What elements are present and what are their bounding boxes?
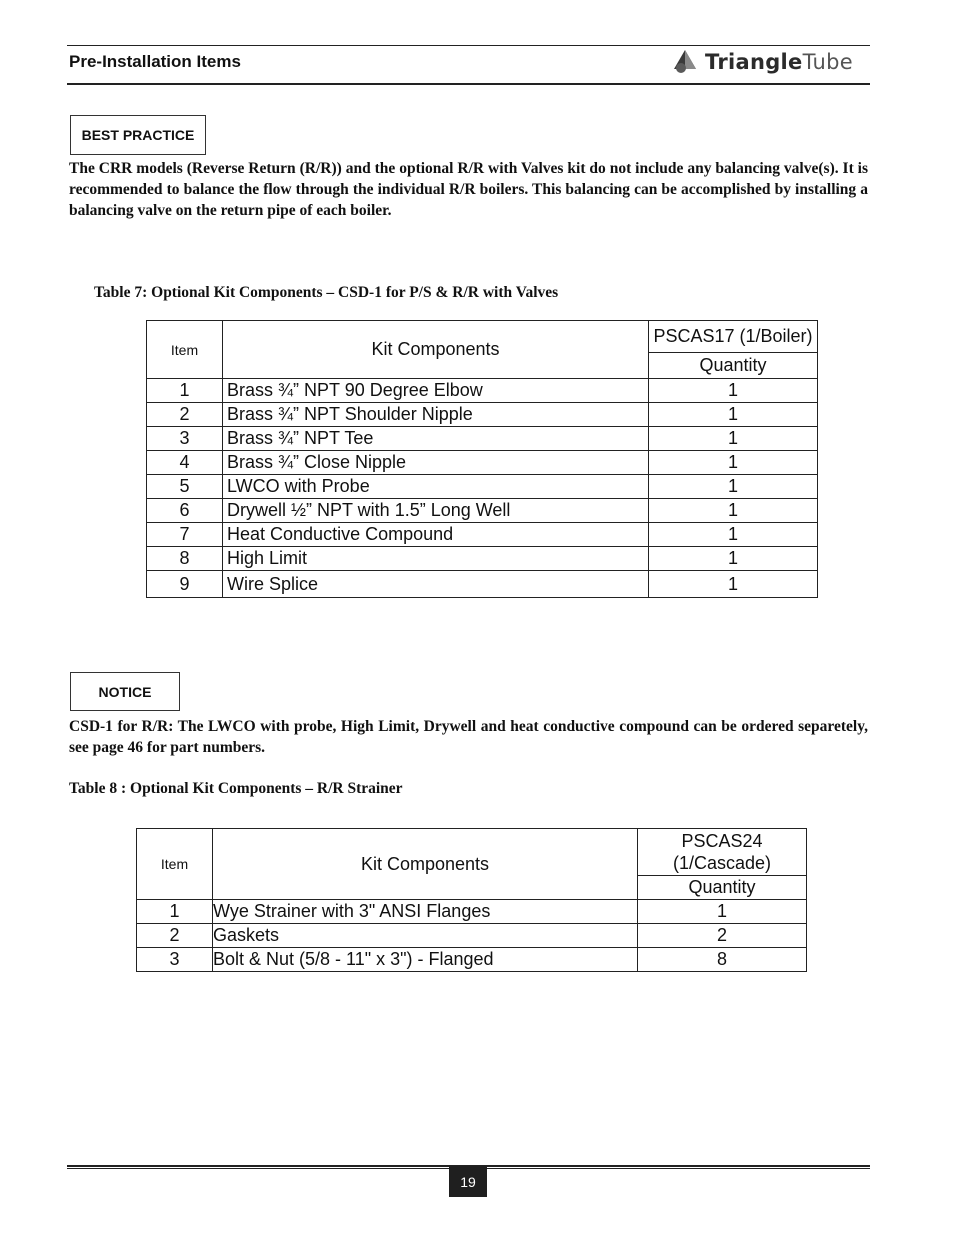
table7-header-model: PSCAS17 (1/Boiler)	[649, 321, 818, 353]
row-component: Heat Conductive Compound	[223, 523, 649, 547]
row-quantity: 1	[649, 403, 818, 427]
row-item: 5	[147, 475, 223, 499]
table8-header-components: Kit Components	[213, 829, 638, 900]
row-item: 3	[147, 427, 223, 451]
row-quantity: 1	[649, 571, 818, 598]
row-item: 7	[147, 523, 223, 547]
notice-text: CSD-1 for R/R: The LWCO with probe, High Limit, Drywell and heat conductive compound can be ordered separetely, see page 46 for part numbers.	[69, 718, 868, 756]
page-number: 19	[449, 1166, 487, 1197]
row-component: Drywell ½” NPT with 1.5” Long Well	[223, 499, 649, 523]
table-row	[147, 523, 818, 547]
row-item: 2	[147, 403, 223, 427]
row-component: Wye Strainer with 3" ANSI Flanges	[213, 900, 638, 924]
row-component: Brass ¾” NPT Shoulder Nipple	[223, 403, 649, 427]
row-item: 3	[137, 948, 213, 972]
row-quantity: 1	[649, 523, 818, 547]
table-row	[147, 571, 818, 598]
table8-header-model-line2: (1/Cascade)	[672, 853, 772, 873]
row-quantity: 1	[649, 499, 818, 523]
table8-header-quantity: Quantity	[638, 876, 807, 900]
table-row	[147, 499, 818, 523]
row-item: 8	[147, 547, 223, 571]
table7-header-quantity: Quantity	[649, 353, 818, 379]
row-component: LWCO with Probe	[223, 475, 649, 499]
row-component: Brass ¾” NPT Tee	[223, 427, 649, 451]
table-row	[137, 900, 807, 924]
table8-header-item: Item	[137, 829, 213, 900]
table-row	[147, 427, 818, 451]
row-quantity: 2	[638, 924, 807, 948]
table8-header-model-line1: PSCAS24	[681, 831, 763, 851]
row-component: High Limit	[223, 547, 649, 571]
row-component: Brass ¾” NPT 90 Degree Elbow	[223, 379, 649, 403]
triangle-tube-logo-icon	[673, 49, 697, 75]
row-quantity: 1	[649, 427, 818, 451]
notice-label: NOTICE	[70, 672, 180, 711]
row-quantity: 1	[649, 451, 818, 475]
row-component: Bolt & Nut (5/8 - 11" x 3") - Flanged	[213, 948, 638, 972]
table7	[146, 320, 818, 598]
table-row	[147, 547, 818, 571]
row-quantity: 8	[638, 948, 807, 972]
row-component: Brass ¾” Close Nipple	[223, 451, 649, 475]
row-item: 1	[147, 379, 223, 403]
best-practice-text: The CRR models (Reverse Return (R/R)) and the optional R/R with Valves kit do not include any balancing valve(s). It is recommended to balance the flow through the individual R/R boilers. This balancing can be accomplished by installing a balancing valve on the return pipe of each boiler.	[69, 160, 868, 219]
table-row	[147, 379, 818, 403]
row-item: 4	[147, 451, 223, 475]
header-top-rule	[67, 45, 870, 46]
row-item: 2	[137, 924, 213, 948]
row-item: 6	[147, 499, 223, 523]
row-component: Gaskets	[213, 924, 638, 948]
row-quantity: 1	[649, 475, 818, 499]
header-bottom-rule	[67, 83, 870, 85]
page-section-title: Pre-Installation Items	[69, 52, 241, 71]
table8	[136, 828, 807, 972]
brand-wordmark: TriangleTube	[705, 50, 853, 74]
table-row	[147, 475, 818, 499]
table-row	[147, 403, 818, 427]
table8-header-model	[638, 829, 807, 876]
row-item: 9	[147, 571, 223, 598]
table7-header-item: Item	[147, 321, 223, 379]
row-quantity: 1	[638, 900, 807, 924]
best-practice-label: BEST PRACTICE	[70, 115, 206, 155]
table7-header-components: Kit Components	[223, 321, 649, 379]
table-row	[137, 924, 807, 948]
brand-logo	[673, 49, 853, 75]
row-component: Wire Splice	[223, 571, 649, 598]
row-quantity: 1	[649, 547, 818, 571]
row-quantity: 1	[649, 379, 818, 403]
table-row	[137, 948, 807, 972]
table-row	[147, 451, 818, 475]
table8-caption: Table 8 : Optional Kit Components – R/R Strainer	[69, 780, 403, 797]
table7-caption: Table 7: Optional Kit Components – CSD-1 for P/S & R/R with Valves	[94, 284, 559, 301]
row-item: 1	[137, 900, 213, 924]
